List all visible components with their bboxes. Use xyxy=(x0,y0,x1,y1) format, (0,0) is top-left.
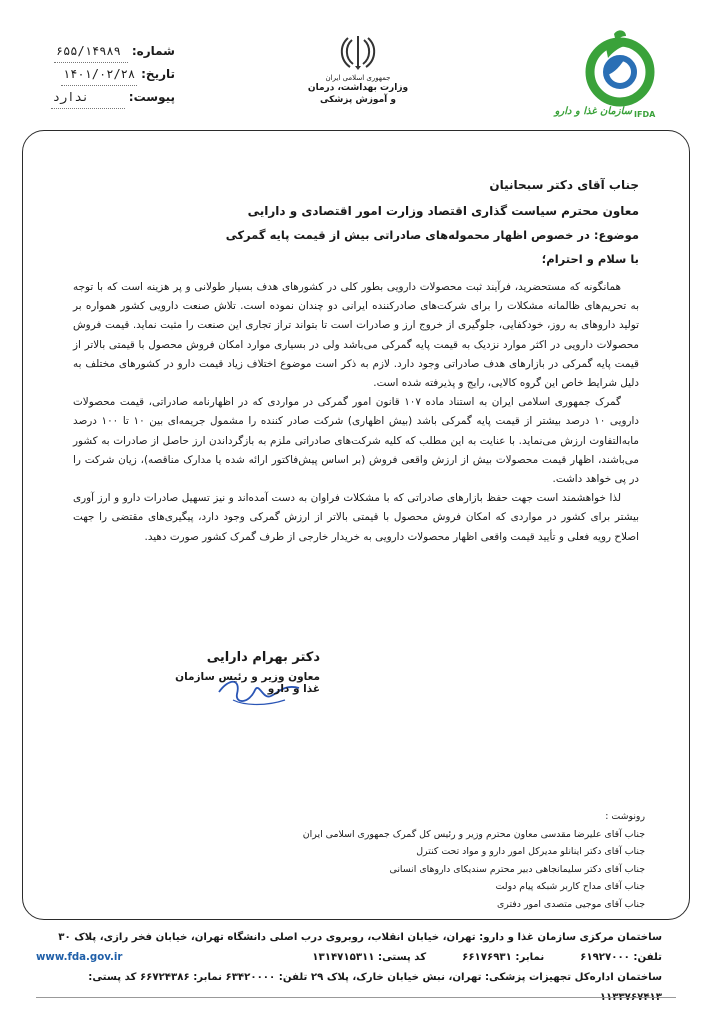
cc-item: جناب آقای دکتر سلیمانجاهی دبیر محترم سندیکای داروهای انسانی xyxy=(389,863,645,875)
letter-meta xyxy=(25,40,175,109)
letter-paragraph-1: همانگونه که مستحضرید، فرآیند ثبت محصولات دارویی بطور کلی در کشورهای هدف بسیار طولانی و پر هزینه است که با توجه به تحریم‌های ظالمانه مشکلات را برای شرکت‌های صادرکننده ایرانی دو چندان نموده است. تلاش صنعت دارویی کشور همواره بر تولید داروهای به روز، خودکفایی، جلوگیری از خروج ارز و صادرات است تا بتواند تراز تجاری این صنعت را مثبت نماید. قیمت فروش محصولات دارویی در اکثر موارد نزدیک به قیمت پایه گمرکی می‌باشد ولی در بسیاری موارد امکان فروش محصول با قیمتی بالاتر از قیمت پایه گمرکی در بازارهای هدف صادراتی وجود دارد. لازم به ذکر است موضوع اختلاف زیاد قیمت دارو در کشورهای مختلف به دلیل شرایط خاص این گروه کالایی، رایج و پذیرفته شده است. xyxy=(73,281,639,390)
recipient-title: معاون محترم سیاست گذاری اقتصاد وزارت امور اقتصادی و دارایی xyxy=(247,204,639,218)
cc-heading: رونوشت : xyxy=(605,811,645,822)
cc-list xyxy=(225,808,645,913)
signatory-name: دکتر بهرام دارایی xyxy=(206,650,320,665)
letter-subject: موضوع: در خصوص اظهار محموله‌های صادراتی بیش از قیمت پایه گمرکی xyxy=(225,228,639,242)
letter-date-row xyxy=(25,63,175,86)
iran-emblem-icon xyxy=(338,32,378,72)
ifda-logo-text: سازمان غذا و دارو xyxy=(554,106,632,117)
letter-number-row xyxy=(25,40,175,63)
footer-address-main: ساختمان مرکزی سازمان غذا و دارو: تهران، خیابان انقلاب، روبروی درب اصلی دانشگاه تهران، خیابان فخر رازی، پلاک ۳۰ xyxy=(58,932,662,943)
ifda-logo xyxy=(546,30,666,130)
cc-item: جناب آقای دکتر اینانلو مدیرکل امور دارو و مواد تحت کنترل xyxy=(416,846,645,857)
footer-contact-row xyxy=(36,948,662,968)
ministry-name-line1: وزارت بهداشت، درمان xyxy=(307,83,409,93)
cc-item: جناب آقای موجیی متصدی امور دفتری xyxy=(496,898,645,910)
footer-contact-numbers xyxy=(312,948,662,968)
letter-greeting: با سلام و احترام؛ xyxy=(541,252,639,266)
letter-number-value: ۶۵۵/۱۴۹۸۹ xyxy=(54,40,128,63)
letter-attachment-value: ندارد xyxy=(51,86,125,109)
cc-item: جناب آقای مداح کاربر شبکه پیام دولت xyxy=(495,881,645,892)
signature-block xyxy=(160,650,320,695)
signatory-title: معاون وزیر و رئیس سازمان غذا و دارو xyxy=(175,671,320,695)
footer-postal-code: کد پستی: ۱۳۱۴۷۱۵۳۱۱ xyxy=(312,952,427,963)
letter-footer xyxy=(36,928,662,1008)
recipient-name: جناب آقای دکتر سبحانیان xyxy=(489,178,639,192)
ministry-country: جمهوری اسلامی ایران xyxy=(325,74,391,82)
letter-body xyxy=(73,172,639,547)
ifda-logo-abbr: IFDA xyxy=(634,110,656,119)
letter-number-label: شماره: xyxy=(131,44,175,58)
footer-fax: نمابر: ۶۶۱۷۶۹۳۱ xyxy=(462,952,545,963)
letter-date-label: تاریخ: xyxy=(141,67,175,81)
footer-phone: تلفن: ۶۱۹۲۷۰۰۰ xyxy=(580,952,662,963)
ministry-name-line2: و آموزش پزشکی xyxy=(320,95,396,105)
letter-paragraph-2: گمرک جمهوری اسلامی ایران به استناد ماده ۱۰۷ قانون امور گمرکی در مواردی که در اظهارنامه صادراتی، قیمت محصولات دارویی ۱۰ درصد بیشتر از قیمت پایه گمرکی باشد (بیش اظهاری) شرکت صادر کننده را مشمول جریمه‌ای بین ۱۰ تا ۱۰۰ درصد مابه‌التفاوت ارزش می‌نماید. با عنایت به این مطلب که کلیه شرکت‌های صادراتی ملزم به بازگرداندن ارز حاصل از صادرات به کشور می‌باشند، اظهار قیمت محصولات بیش از ارزش واقعی فروش (بر اساس پیش‌فاکتور ارائه شده یا مدارک مناقصه)، زیان شرکت را در پی خواهد داشت. xyxy=(73,396,640,486)
footer-website-link[interactable]: www.fda.gov.ir xyxy=(36,952,123,963)
letter-paragraph-3: لذا خواهشمند است جهت حفظ بازارهای صادراتی که با مشکلات فراوان به دست آمده‌اند و نیز تسهیل صادرات دارو و ارز آوری بیشتر برای کشور در مواردی که امکان فروش محصول با قیمتی بالاتر از ارزش گمرکی وجود دارد، پیگیری‌های مقتضی را جهت اصلاح رویه فعلی و تأیید قیمت واقعی اظهار محصولات دارویی به خریدار خارجی از طرف گمرک کشور صورت دهید. xyxy=(73,492,639,543)
footer-divider xyxy=(36,997,676,998)
ministry-header xyxy=(300,32,416,106)
letter-date-value: ۱۴۰۱/۰۲/۲۸ xyxy=(61,63,137,86)
letter-attachment-row xyxy=(25,86,175,109)
letter-attachment-label: پیوست: xyxy=(128,90,175,104)
footer-address-equipment: ساختمان اداره‌کل تجهیزات پزشکی: تهران، نبش خیابان خارک، پلاک ۲۹ تلفن: ۶۳۴۲۰۰۰۰ نمابر: ۶۶۷۲۴۳۸۶ کد پستی: xyxy=(88,972,662,983)
cc-item: جناب آقای علیرضا مقدسی معاون محترم وزیر و رئیس کل گمرک جمهوری اسلامی ایران xyxy=(302,828,645,840)
